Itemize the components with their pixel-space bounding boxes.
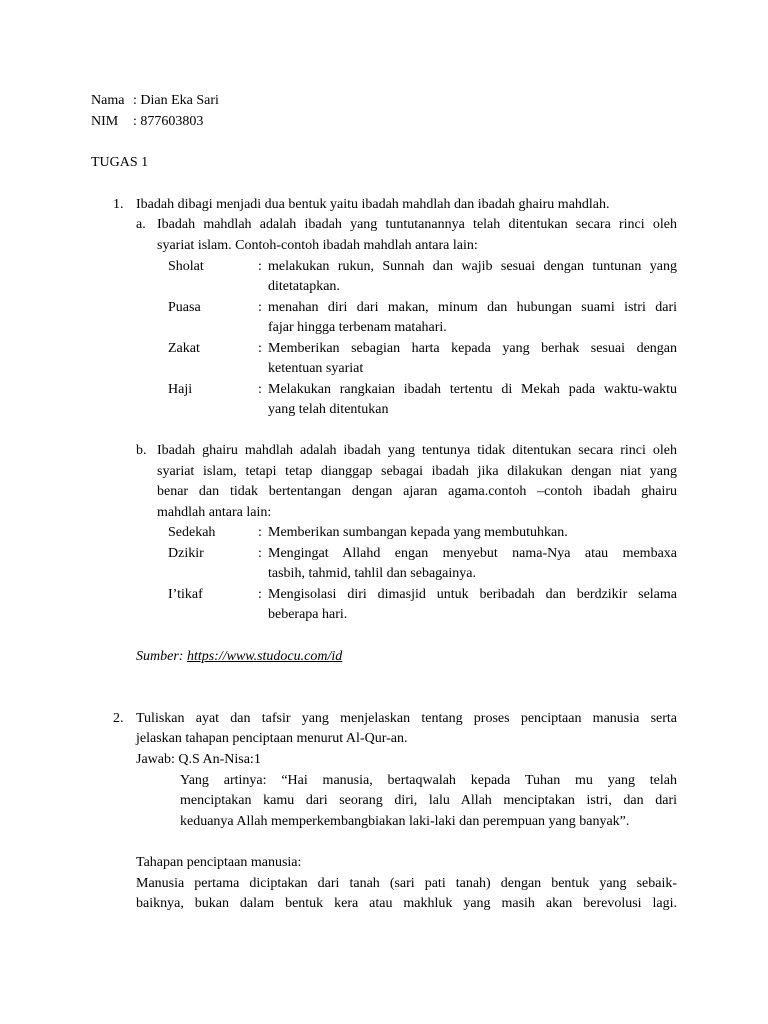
definition-line: Memberikan sebagian harta kepada yang berhak sesuai dengan — [268, 341, 677, 356]
q1a-line: Ibadah mahdlah adalah ibadah yang tuntutanannya telah ditentukan secara rinci oleh — [157, 217, 677, 232]
q1b-line: Ibadah ghairu mahdlah adalah ibadah yang tentunya tidak ditentukan secara rinci oleh — [157, 443, 677, 458]
quote-line: menciptakan kamu dari seorang diri, lalu Allah menciptakan istri, dan dari — [180, 793, 677, 808]
nama-value: : Dian Eka Sari — [133, 93, 219, 108]
definition-line: Melakukan rangkaian ibadah tertentu di Mekah pada waktu-waktu — [268, 382, 677, 397]
nim-label: NIM — [91, 114, 119, 129]
tahapan-title: Tahapan penciptaan manusia: — [136, 855, 302, 870]
definition-line: tasbih, tahmid, tahlil dan sebagainya. — [268, 566, 477, 581]
source-citation — [136, 647, 342, 667]
term-separator: : — [258, 525, 262, 540]
definition-line: Memberikan sumbangan kepada yang membutuhkan. — [268, 525, 568, 540]
q1b-line: benar dan tidak bertentangan dengan ajaran agama.contoh –contoh ibadah ghairu — [157, 484, 677, 499]
term-sedekah: Sedekah — [168, 525, 216, 540]
term-dzikir: Dzikir — [168, 546, 204, 561]
tahapan-line: baiknya, bukan dalam bentuk kera atau makhluk yang masih akan berevolusi lagi. — [136, 896, 677, 911]
definition-line: melakukan rukun, Sunnah dan wajib sesuai dengan tuntunan yang — [268, 259, 677, 274]
quote-line: Yang artinya: “Hai manusia, bertaqwalah kepada Tuhan mu yang telah — [180, 773, 677, 788]
q2-line: jelaskan tahapan penciptaan menurut Al-Qur-an. — [136, 731, 408, 746]
q1b-letter: b. — [136, 443, 147, 458]
term-separator: : — [258, 300, 262, 315]
nama-label: Nama — [91, 93, 125, 108]
term-haji: Haji — [168, 382, 193, 397]
definition-line: beberapa hari. — [268, 607, 348, 622]
definition-line: menahan diri dari makan, minum dan hubungan suami istri dari — [268, 300, 677, 315]
source-link[interactable]: https://www.studocu.com/id — [186, 649, 343, 664]
definition-line: yang telah ditentukan — [268, 402, 389, 417]
q2-line: Tuliskan ayat dan tafsir yang menjelaskan tentang proses penciptaan manusia serta — [136, 711, 677, 726]
document-title: TUGAS 1 — [91, 155, 149, 170]
q2-number: 2. — [113, 711, 124, 726]
q1a-line: syariat islam. Contoh-contoh ibadah mahdlah antara lain: — [157, 238, 478, 253]
term-separator: : — [258, 587, 262, 602]
q1-text: Ibadah dibagi menjadi dua bentuk yaitu ibadah mahdlah dan ibadah ghairu mahdlah. — [136, 197, 610, 212]
definition-line: Mengisolasi diri dimasjid untuk beribadah dan berdzikir selama — [268, 587, 677, 602]
source-label: Sumber: — [136, 649, 184, 664]
term-itikaf: I’tikaf — [168, 587, 203, 602]
q2-jawab: Jawab: Q.S An-Nisa:1 — [136, 752, 261, 767]
term-puasa: Puasa — [168, 300, 201, 315]
definition-line: ketentuan syariat — [268, 361, 364, 376]
q1b-line: mahdlah antara lain: — [157, 505, 272, 520]
term-sholat: Sholat — [168, 259, 204, 274]
term-zakat: Zakat — [168, 341, 200, 356]
q1a-letter: a. — [136, 217, 146, 232]
term-separator: : — [258, 259, 262, 274]
definition-line: ditetatapkan. — [268, 279, 340, 294]
term-separator: : — [258, 341, 262, 356]
q1b-line: syariat islam, tetapi tetap dianggap sebagai ibadah jika dilakukan dengan niat yang — [157, 464, 677, 479]
definition-line: Mengingat Allahd engan menyebut nama-Nya atau membaxa — [268, 546, 677, 561]
term-separator: : — [258, 382, 262, 397]
definition-line: fajar hingga terbenam matahari. — [268, 320, 447, 335]
nim-value: : 877603803 — [133, 114, 204, 129]
term-separator: : — [258, 546, 262, 561]
tahapan-line: Manusia pertama diciptakan dari tanah (sari pati tanah) dengan bentuk yang sebaik- — [136, 876, 677, 891]
q1-number: 1. — [113, 197, 124, 212]
quote-line: keduanya Allah memperkembangbiakan laki-laki dan perempuan yang banyak”. — [180, 814, 630, 829]
